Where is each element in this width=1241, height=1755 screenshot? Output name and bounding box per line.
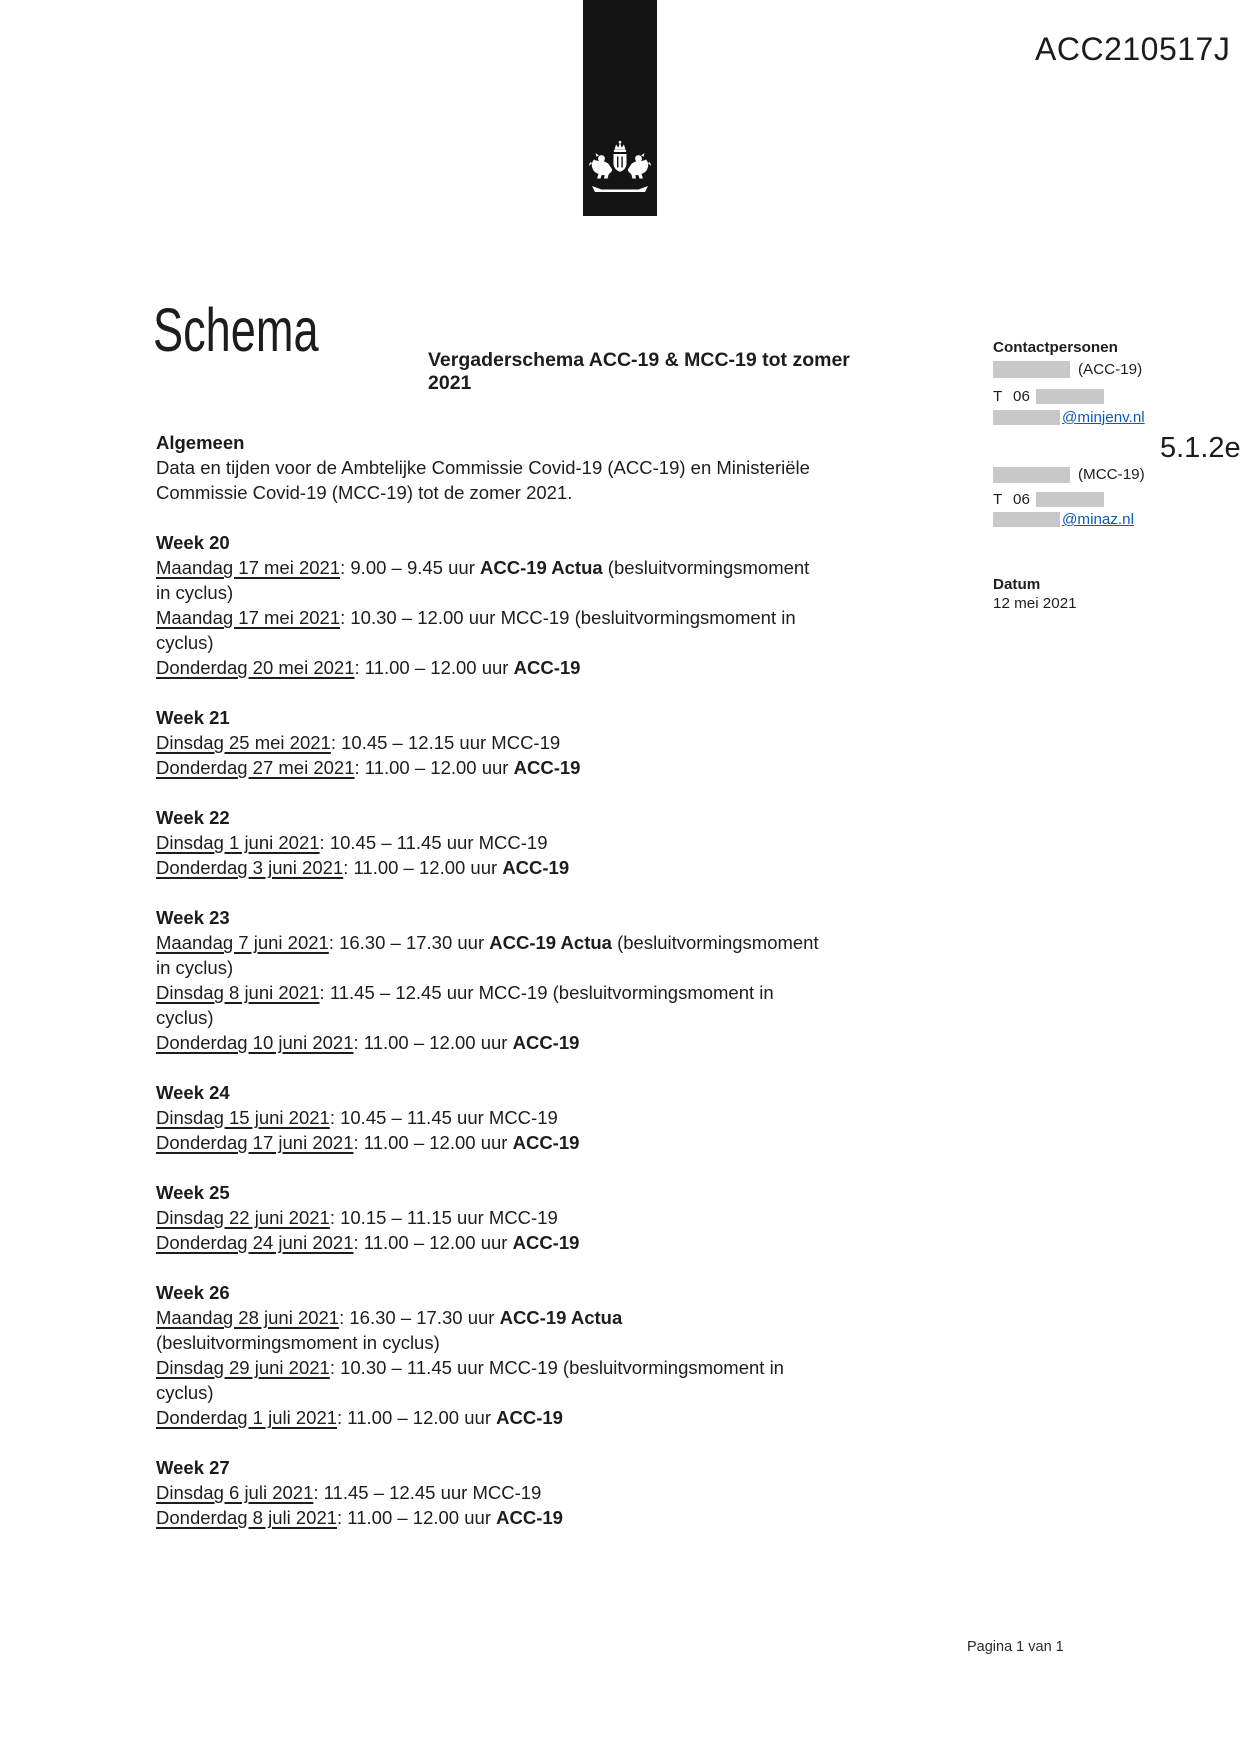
phone-digits: 06	[1013, 491, 1030, 508]
schedule-line	[156, 1330, 880, 1355]
schedule-line	[156, 1005, 880, 1030]
section-heading: Week 23	[156, 907, 230, 928]
text-segment: : 11.00 – 12.00 uur	[354, 657, 514, 678]
section-week-27	[156, 1455, 880, 1530]
redacted-name-block	[993, 361, 1070, 378]
text-segment: : 11.45 – 12.45 uur MCC-19 (besluitvormingsmoment in	[319, 982, 774, 1003]
date-text: Dinsdag 15 juni 2021	[156, 1107, 330, 1128]
section-week-26	[156, 1280, 880, 1430]
text-segment: cyclus)	[156, 632, 214, 653]
schedule-line	[156, 1030, 880, 1055]
redacted-phone-block	[1036, 389, 1104, 404]
date-text: Donderdag 24 juni 2021	[156, 1232, 354, 1253]
schedule-line	[156, 955, 880, 980]
date-text: Donderdag 27 mei 2021	[156, 757, 355, 778]
contact-row-phone-mcc	[993, 491, 1104, 508]
text-segment: cyclus)	[156, 1382, 214, 1403]
text-segment: in cyclus)	[156, 582, 234, 603]
date-text: Dinsdag 1 juni 2021	[156, 832, 320, 853]
schedule-line	[156, 1480, 880, 1505]
text-segment: : 16.30 – 17.30 uur	[328, 932, 490, 953]
schedule-line	[156, 480, 880, 505]
text-segment: cyclus)	[156, 1007, 214, 1028]
doc-subtitle: Vergaderschema ACC-19 & MCC-19 tot zomer 2021	[428, 349, 850, 394]
text-segment: (besluitvormingsmoment	[602, 557, 810, 578]
page-number: Pagina 1 van 1	[967, 1639, 1064, 1655]
date-text: Dinsdag 29 juni 2021	[156, 1357, 330, 1378]
date-text: Maandag 17 mei 2021	[156, 607, 341, 628]
text-segment: (besluitvormingsmoment in cyclus)	[156, 1332, 440, 1353]
text-segment: Commissie Covid-19 (MCC-19) tot de zomer 2021.	[156, 482, 573, 503]
schedule-line	[156, 555, 880, 580]
date-text: Donderdag 17 juni 2021	[156, 1132, 354, 1153]
schedule-line	[156, 730, 880, 755]
schedule-line	[156, 1505, 880, 1530]
text-segment: : 11.00 – 12.00 uur	[337, 1507, 497, 1528]
date-text: Dinsdag 6 juli 2021	[156, 1482, 314, 1503]
text-segment: : 11.00 – 12.00 uur	[343, 857, 503, 878]
section-algemeen	[156, 430, 880, 505]
text-segment: : 11.00 – 12.00 uur	[353, 1132, 513, 1153]
contact-row-name-mcc	[993, 466, 1145, 483]
text-segment: : 10.45 – 12.15 uur MCC-19	[330, 732, 561, 753]
text-segment: : 11.00 – 12.00 uur	[337, 1407, 497, 1428]
committee-text: ACC-19	[513, 657, 581, 678]
contact-row-email-mcc	[993, 511, 1134, 528]
datum-value: 12 mei 2021	[993, 595, 1077, 612]
schedule-line	[156, 580, 880, 605]
committee-text: ACC-19	[513, 757, 581, 778]
schedule-line	[156, 1355, 880, 1380]
section-heading: Week 20	[156, 532, 230, 553]
contact-header: Contactpersonen	[993, 339, 1118, 356]
schedule-line	[156, 1405, 880, 1430]
schedule-line	[156, 605, 880, 630]
committee-text: ACC-19	[512, 1032, 580, 1053]
email-link-minjenv[interactable]: @minjenv.nl	[1062, 409, 1145, 426]
committee-text: ACC-19	[512, 1232, 580, 1253]
date-text: Donderdag 8 juli 2021	[156, 1507, 338, 1528]
redaction-ground-code: 5.1.2e	[1160, 432, 1241, 464]
committee-text: ACC-19 Actua	[499, 1307, 623, 1328]
section-week-20	[156, 530, 880, 680]
committee-text: ACC-19	[502, 857, 570, 878]
section-heading: Week 26	[156, 1282, 230, 1303]
phone-digits: 06	[1013, 388, 1030, 405]
date-text: Maandag 28 juni 2021	[156, 1307, 340, 1328]
committee-text: ACC-19 Actua	[480, 557, 603, 578]
schedule-line	[156, 1130, 880, 1155]
section-heading: Week 21	[156, 707, 230, 728]
email-link-minaz[interactable]: @minaz.nl	[1062, 511, 1134, 528]
text-segment: in cyclus)	[156, 957, 234, 978]
section-week-23	[156, 905, 880, 1055]
redacted-name-block	[993, 467, 1070, 483]
text-segment: : 16.30 – 17.30 uur	[339, 1307, 500, 1328]
section-heading: Week 25	[156, 1182, 230, 1203]
schedule-line	[156, 1305, 880, 1330]
text-segment: : 10.15 – 11.15 uur MCC-19	[329, 1207, 558, 1228]
schedule-line	[156, 455, 880, 480]
contact-row-email-acc	[993, 409, 1145, 426]
main-content	[156, 430, 880, 1555]
section-heading: Week 22	[156, 807, 230, 828]
committee-text: ACC-19	[512, 1132, 580, 1153]
text-segment: : 11.00 – 12.00 uur	[354, 757, 514, 778]
date-text: Donderdag 3 juni 2021	[156, 857, 344, 878]
schedule-line	[156, 1205, 880, 1230]
text-segment: : 10.45 – 11.45 uur MCC-19	[329, 1107, 558, 1128]
text-segment: : 10.30 – 12.00 uur MCC-19 (besluitvormingsmoment in	[340, 607, 796, 628]
date-text: Dinsdag 8 juni 2021	[156, 982, 320, 1003]
text-segment: : 11.00 – 12.00 uur	[353, 1032, 513, 1053]
rijksoverheid-banner	[583, 0, 657, 216]
text-segment: : 11.00 – 12.00 uur	[353, 1232, 513, 1253]
schedule-line	[156, 1105, 880, 1130]
section-heading: Algemeen	[156, 432, 245, 453]
schedule-line	[156, 930, 880, 955]
date-text: Donderdag 20 mei 2021	[156, 657, 355, 678]
section-heading: Week 27	[156, 1457, 230, 1478]
text-segment: : 9.00 – 9.45 uur	[340, 557, 480, 578]
schedule-line	[156, 1230, 880, 1255]
section-week-22	[156, 805, 880, 880]
date-text: Donderdag 1 juli 2021	[156, 1407, 338, 1428]
schedule-line	[156, 755, 880, 780]
contact-row-name-acc	[993, 361, 1142, 378]
committee-text: ACC-19	[496, 1507, 563, 1528]
dutch-coat-of-arms-icon	[587, 140, 653, 196]
schedule-line	[156, 855, 880, 880]
schedule-line	[156, 630, 880, 655]
section-week-25	[156, 1180, 880, 1255]
contact-org: (MCC-19)	[1078, 466, 1145, 483]
section-heading: Week 24	[156, 1082, 230, 1103]
redacted-email-block	[993, 410, 1060, 425]
date-text: Dinsdag 25 mei 2021	[156, 732, 331, 753]
text-segment: : 10.30 – 11.45 uur MCC-19 (besluitvormingsmoment in	[329, 1357, 784, 1378]
datum-label: Datum	[993, 576, 1041, 593]
contact-org: (ACC-19)	[1078, 361, 1143, 378]
schedule-line	[156, 830, 880, 855]
committee-text: ACC-19 Actua	[489, 932, 612, 953]
phone-label: T	[993, 388, 1003, 405]
committee-text: ACC-19	[496, 1407, 563, 1428]
text-segment: : 11.45 – 12.45 uur MCC-19	[313, 1482, 542, 1503]
schedule-line	[156, 980, 880, 1005]
section-week-21	[156, 705, 880, 780]
text-segment: : 10.45 – 11.45 uur MCC-19	[319, 832, 548, 853]
date-text: Maandag 7 juni 2021	[156, 932, 329, 953]
date-text: Donderdag 10 juni 2021	[156, 1032, 354, 1053]
text-segment: Data en tijden voor de Ambtelijke Commissie Covid-19 (ACC-19) en Ministeriële	[156, 457, 810, 478]
date-text: Maandag 17 mei 2021	[156, 557, 341, 578]
redacted-email-block	[993, 512, 1060, 527]
text-segment: (besluitvormingsmoment	[611, 932, 819, 953]
document-id: ACC210517J	[1035, 31, 1231, 67]
section-week-24	[156, 1080, 880, 1155]
phone-label: T	[993, 491, 1003, 508]
redacted-phone-block	[1036, 492, 1104, 507]
schedule-line	[156, 655, 880, 680]
schedule-line	[156, 1380, 880, 1405]
page-title: Schema	[153, 296, 319, 364]
date-text: Dinsdag 22 juni 2021	[156, 1207, 330, 1228]
contact-row-phone-acc	[993, 388, 1104, 405]
